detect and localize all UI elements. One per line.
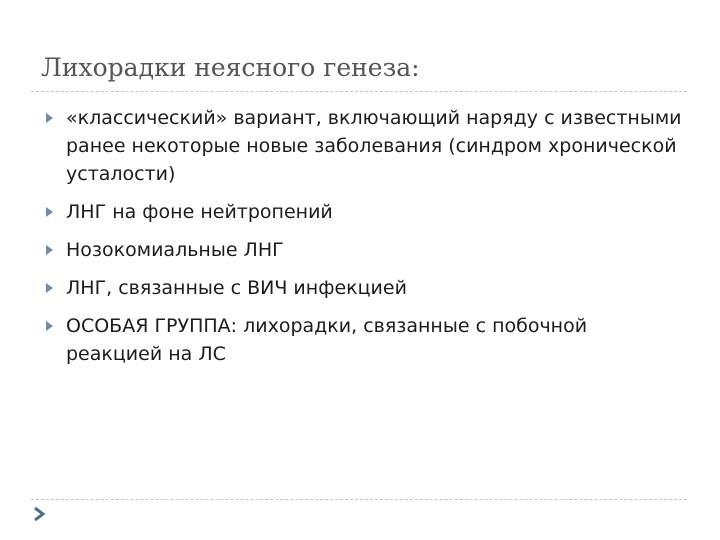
triangle-right-icon [44, 274, 66, 302]
bullet-item [44, 104, 684, 188]
bullet-list [44, 104, 684, 378]
footer-divider [31, 499, 687, 500]
triangle-right-icon [44, 104, 66, 132]
bullet-text: ЛНГ на фоне нейтропений [66, 201, 333, 223]
slide-title: Лихорадки неясного генеза: [41, 53, 420, 82]
bullet-item [44, 198, 684, 226]
bullet-item [44, 312, 684, 368]
bullet-text: «классический» вариант, включающий наряду с известными ранее некоторые новые заболевания (синдром хронической усталости) [66, 107, 682, 185]
title-divider [31, 91, 687, 92]
bullet-text: ОСОБАЯ ГРУППА: лихорадки, связанные с побочной реакцией на ЛС [66, 315, 588, 365]
bullet-item [44, 274, 684, 302]
triangle-right-icon [44, 236, 66, 264]
chevron-right-icon[interactable] [32, 506, 46, 522]
bullet-item [44, 236, 684, 264]
triangle-right-icon [44, 312, 66, 340]
bullet-text: Нозокомиальные ЛНГ [66, 239, 284, 261]
triangle-right-icon [44, 198, 66, 226]
bullet-text: ЛНГ, связанные с ВИЧ инфекцией [66, 277, 407, 299]
